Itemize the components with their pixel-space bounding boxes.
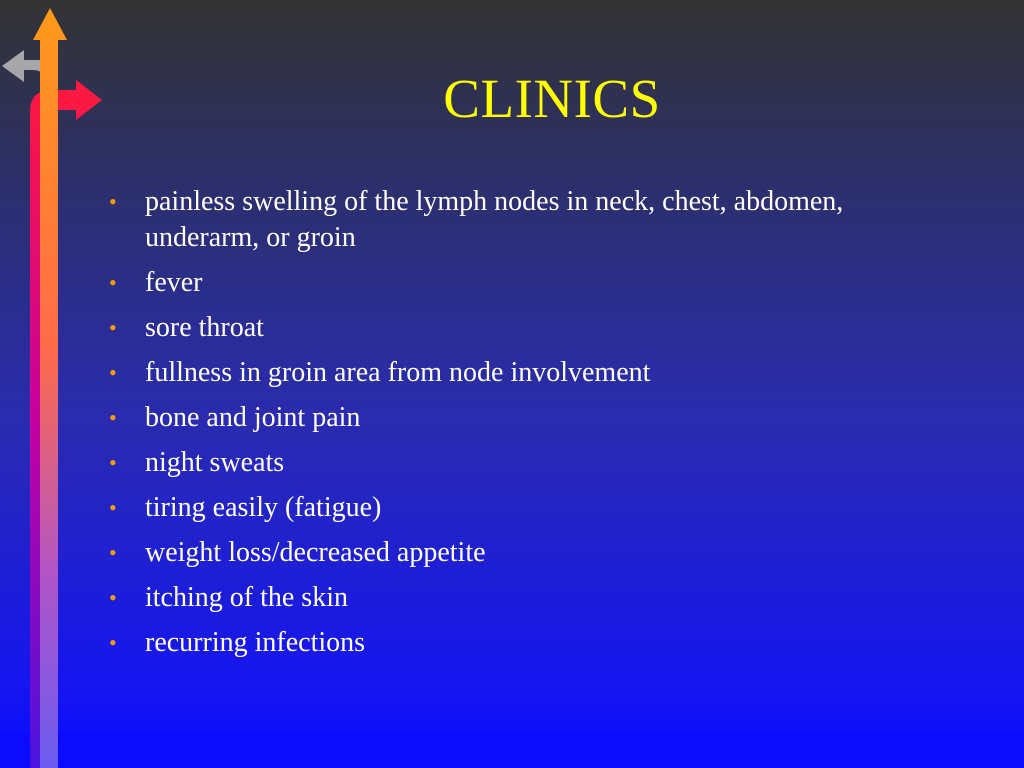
list-item — [104, 445, 904, 481]
list-item — [104, 265, 904, 301]
bullet-icon: • — [109, 189, 117, 214]
list-item — [104, 490, 904, 526]
list-item-text: painless swelling of the lymph nodes in neck, chest, abdomen, underarm, or groin — [145, 186, 844, 253]
list-item — [104, 625, 904, 661]
list-item — [104, 184, 904, 256]
bullet-icon: • — [109, 315, 117, 340]
list-item-text: sore throat — [145, 312, 264, 343]
bullet-icon: • — [109, 450, 117, 475]
bullet-icon: • — [109, 540, 117, 565]
list-item — [104, 580, 904, 616]
list-item-text: weight loss/decreased appetite — [145, 537, 486, 568]
list-item-text: tiring easily (fatigue) — [145, 492, 382, 523]
bullet-list — [104, 184, 904, 670]
list-item-text: bone and joint pain — [145, 402, 361, 433]
list-item-text: fever — [145, 267, 203, 298]
list-item — [104, 535, 904, 571]
bullet-icon: • — [109, 405, 117, 430]
bullet-icon: • — [109, 495, 117, 520]
bullet-icon: • — [109, 360, 117, 385]
bullet-icon: • — [109, 630, 117, 655]
list-item-text: fullness in groin area from node involvement — [145, 357, 651, 388]
bullet-icon: • — [109, 270, 117, 295]
list-item-text: recurring infections — [145, 627, 366, 658]
list-item — [104, 310, 904, 346]
list-item — [104, 400, 904, 436]
bottom-band — [0, 732, 1024, 768]
bullet-icon: • — [109, 585, 117, 610]
list-item-text: night sweats — [145, 447, 285, 478]
slide-title: CLINICS — [443, 68, 661, 129]
list-item-text: itching of the skin — [145, 582, 348, 613]
list-item — [104, 355, 904, 391]
